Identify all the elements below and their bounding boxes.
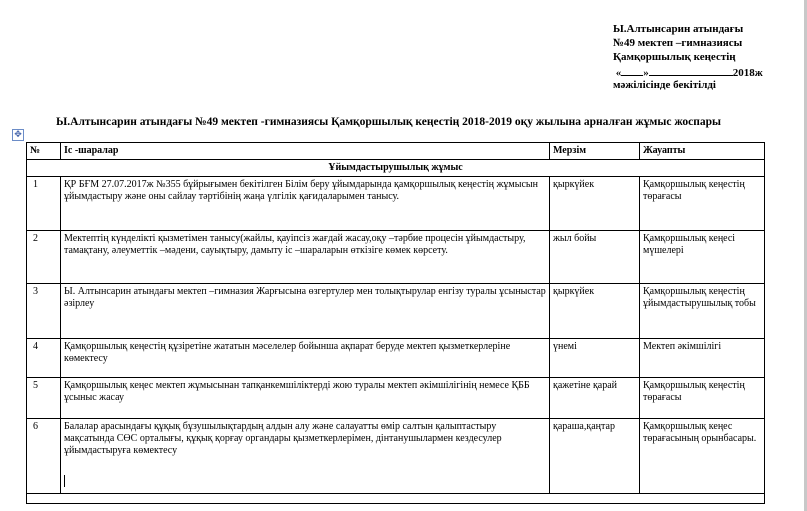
text-cursor (64, 475, 65, 487)
document-title: Ы.Алтынсарин атындағы №49 мектеп -гимназиясы Қамқоршылық кеңестің 2018-2019 оқу жылына арналған жұмыс жоспары (56, 116, 721, 128)
approval-year: 2018ж (732, 67, 763, 79)
row-activity[interactable]: Мектептің күнделікті қызметімен танысу(жайлы, қауіпсіз жағдай жасау,оқу –тәрбие процесін ұйымдастыру, тамақтану, әлеуметтік –мәдени, сауықтыру, дамыту іс –шараларын өткізіге көмек көрсету. (61, 231, 550, 284)
row-responsible[interactable]: Қамқоршылық кеңесі мүшелері (640, 231, 765, 284)
row-term[interactable]: қыркүйек (550, 284, 640, 339)
empty-row (27, 494, 765, 504)
quote-open: « (615, 67, 622, 79)
day-blank (621, 64, 643, 76)
row-term[interactable]: қажетіне қарай (550, 378, 640, 419)
approval-line-1: Ы.Алтынсарин атындағы (613, 23, 744, 35)
row-activity[interactable] (61, 419, 550, 494)
row-num[interactable]: 3 (27, 284, 61, 339)
row-num[interactable]: 2 (27, 231, 61, 284)
section-row (27, 160, 765, 177)
row-num[interactable]: 6 (27, 419, 61, 494)
row-term[interactable]: қыркүйек (550, 177, 640, 231)
header-activity: Іс -шаралар (61, 143, 550, 160)
header-num: № (27, 143, 61, 160)
row-term[interactable]: үнемі (550, 339, 640, 378)
table-header-row (27, 143, 765, 160)
section-title: Ұйымдастырушылық жұмыс (27, 160, 765, 177)
row-term[interactable]: жыл бойы (550, 231, 640, 284)
table-row (27, 378, 765, 419)
row-term[interactable]: қараша,қаңтар (550, 419, 640, 494)
plan-table (26, 142, 765, 504)
table-row (27, 177, 765, 231)
row-num[interactable]: 1 (27, 177, 61, 231)
table-row (27, 284, 765, 339)
row-responsible[interactable]: Қамқоршылық кеңес төрағасының орынбасары. (640, 419, 765, 494)
row-responsible[interactable]: Қамқоршылық кеңестің ұйымдастырушылық тобы (640, 284, 765, 339)
row-num[interactable]: 5 (27, 378, 61, 419)
row-responsible[interactable]: Қамқоршылық кеңестің төрағасы (640, 378, 765, 419)
header-term: Мерзім (550, 143, 640, 160)
table-move-icon[interactable]: ✥ (12, 129, 24, 141)
table-row (27, 419, 765, 494)
row-responsible[interactable]: Мектеп әкімшілігі (640, 339, 765, 378)
approval-line-4 (613, 64, 763, 78)
table-row (27, 339, 765, 378)
quote-close: » (643, 67, 649, 79)
row-activity[interactable]: Қамқоршылық кеңес мектеп жұмысынан тапқанкемшіліктерді жою туралы мектеп әкімшілігінің немесе ҚББ ұсыныс жасау (61, 378, 550, 419)
row-activity[interactable]: Ы. Алтынсарин атындағы мектеп –гимназия Жарғысына өзгертулер мен толықтырулар енгізу туралы ұсыныстар әзірлеу (61, 284, 550, 339)
row-responsible[interactable]: Қамқоршылық кеңестің төрағасы (640, 177, 765, 231)
approval-block (613, 22, 763, 92)
header-responsible: Жауапты (640, 143, 765, 160)
approval-line-3: Қамқоршылық кеңестің (613, 51, 736, 63)
row-num[interactable]: 4 (27, 339, 61, 378)
row-activity-text: Балалар арасындағы құқық бұзушылықтардың алдын алу және салауатты өмір салтын қалыптастыру мақсатында СӨС орталығы, құқық қорғау органдары қызметкерлерімен, дінтанушылармен кездесулер ұйымдастыруға көмектесу (64, 421, 502, 456)
empty-cell[interactable] (27, 494, 765, 504)
row-activity[interactable]: ҚР БҒМ 27.07.2017ж №355 бұйрығымен бекітілген Білім беру ұйымдарында қамқоршылық кеңестің жұмысын ұйымдастыру және оны сайлау тәртібінің жаңа үлгілік қағидаларымен танысу. (61, 177, 550, 231)
approval-line-5: мәжілісінде бекітілді (613, 79, 716, 91)
month-blank (649, 64, 733, 76)
row-activity[interactable]: Қамқоршылық кеңестің құзіретіне жататын мәселелер бойынша ақпарат беруде мектеп қызметкерлеріне көмектесу (61, 339, 550, 378)
table-row (27, 231, 765, 284)
approval-line-2: №49 мектеп –гимназиясы (613, 37, 743, 49)
